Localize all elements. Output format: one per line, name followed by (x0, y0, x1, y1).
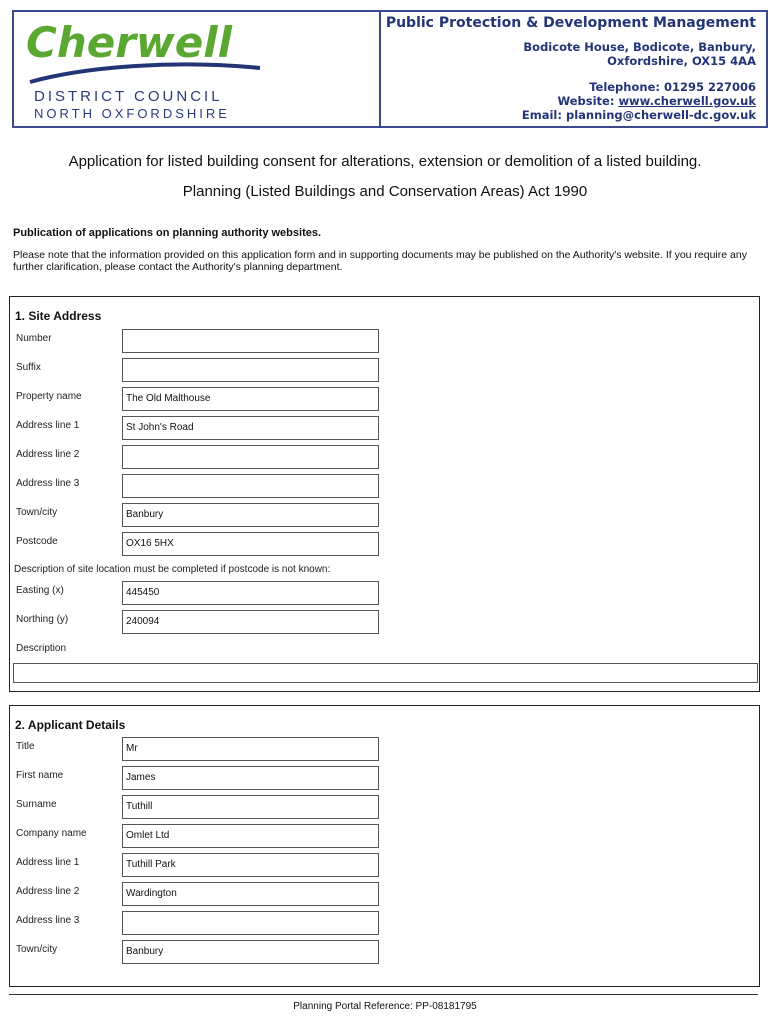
form-subtitle: Planning (Listed Buildings and Conservation Areas) Act 1990 (182, 183, 588, 200)
logo-swoosh-icon (28, 62, 263, 84)
website-link[interactable]: www.cherwell.gov.uk (618, 94, 756, 108)
address-line-1: Bodicote House, Bodicote, Banbury, (523, 40, 756, 54)
field-label: Suffix (16, 362, 41, 373)
applicant-details-section (9, 705, 760, 987)
field-label: Description (16, 643, 67, 654)
address-line-1-field[interactable]: St John's Road (122, 416, 379, 440)
council-contact (522, 80, 756, 122)
field-label: Northing (y) (16, 614, 69, 625)
easting-field[interactable]: 445450 (122, 581, 379, 605)
logo-council-text: DISTRICT COUNCIL (34, 88, 223, 105)
address-line-2-field[interactable]: Wardington (122, 882, 379, 906)
address-line-3-field[interactable] (122, 474, 379, 498)
logo-region-text: NORTH OXFORDSHIRE (34, 106, 230, 121)
town-city-field[interactable]: Banbury (122, 503, 379, 527)
number-field[interactable] (122, 329, 379, 353)
field-label: Company name (16, 828, 87, 839)
section-title: 2. Applicant Details (15, 718, 126, 732)
field-label: Title (16, 741, 35, 752)
council-header (12, 10, 768, 128)
footer-divider (9, 994, 758, 995)
location-note: Description of site location must be completed if postcode is not known: (14, 564, 331, 575)
header-divider (379, 12, 381, 128)
field-label: Address line 2 (16, 886, 80, 897)
field-label: Address line 1 (16, 420, 80, 431)
field-label: Town/city (16, 944, 58, 955)
postcode-field[interactable]: OX16 5HX (122, 532, 379, 556)
publication-text: Please note that the information provided on this application form and in supporting documents may be published on the Authority's website. If you require any further clarification, please contact the Authority's planning department. (13, 249, 747, 273)
department-name: Public Protection & Development Management (385, 15, 756, 31)
form-title: Application for listed building consent for alterations, extension or demolition of a listed building. (68, 153, 702, 170)
portal-reference: Planning Portal Reference: PP-08181795 (293, 1001, 477, 1012)
field-label: Address line 3 (16, 478, 80, 489)
website-label: Website: (557, 94, 619, 108)
telephone-text: Telephone: 01295 227006 (589, 80, 756, 94)
field-label: Town/city (16, 507, 58, 518)
field-label: Property name (16, 391, 82, 402)
suffix-field[interactable] (122, 358, 379, 382)
address-line-2-field[interactable] (122, 445, 379, 469)
title-field[interactable]: Mr (122, 737, 379, 761)
company-name-field[interactable]: Omlet Ltd (122, 824, 379, 848)
email-text: Email: planning@cherwell-dc.gov.uk (521, 108, 756, 122)
field-label: Address line 2 (16, 449, 80, 460)
field-label: Address line 3 (16, 915, 80, 926)
first-name-field[interactable]: James (122, 766, 379, 790)
town-city-field[interactable]: Banbury (122, 940, 379, 964)
cherwell-logo: Cherwell (26, 18, 233, 67)
address-line-2: Oxfordshire, OX15 4AA (607, 54, 756, 68)
field-label: First name (16, 770, 64, 781)
field-label: Postcode (16, 536, 58, 547)
address-line-1-field[interactable]: Tuthill Park (122, 853, 379, 877)
field-label: Surname (16, 799, 57, 810)
surname-field[interactable]: Tuthill (122, 795, 379, 819)
property-name-field[interactable]: The Old Malthouse (122, 387, 379, 411)
field-label: Easting (x) (16, 585, 64, 596)
northing-field[interactable]: 240094 (122, 610, 379, 634)
section-title: 1. Site Address (15, 309, 102, 323)
address-line-3-field[interactable] (122, 911, 379, 935)
council-address (523, 40, 756, 68)
publication-heading: Publication of applications on planning authority websites. (13, 227, 322, 239)
description-field[interactable] (13, 663, 758, 683)
site-address-section (9, 296, 760, 692)
field-label: Number (16, 333, 52, 344)
field-label: Address line 1 (16, 857, 80, 868)
website-line (522, 94, 756, 108)
